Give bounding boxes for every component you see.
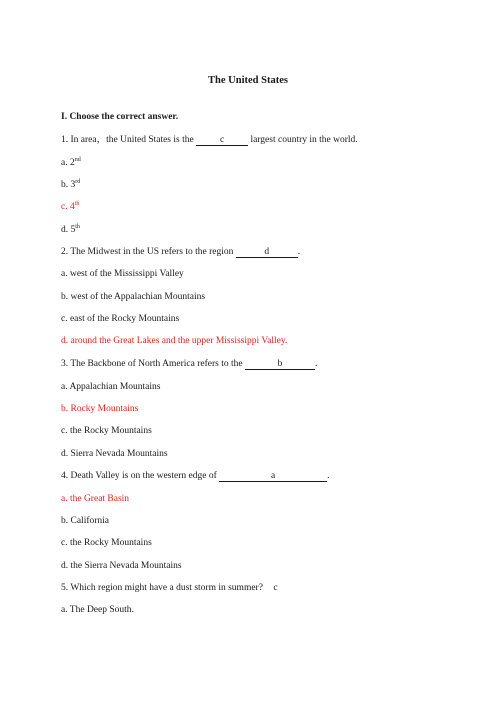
q5-option-a: a. The Deep South. xyxy=(61,605,134,615)
q3-option-a: a. Appalachian Mountains xyxy=(61,382,161,392)
question-4 xyxy=(61,470,330,482)
question-1-text: 1. In area，the United States is the xyxy=(61,135,194,145)
question-3 xyxy=(61,358,317,370)
question-3-text-end: . xyxy=(314,359,318,369)
question-4-answer: a xyxy=(219,471,327,482)
q2-option-c: c. east of the Rocky Mountains xyxy=(61,314,180,324)
q4-option-b: b. California xyxy=(61,516,110,526)
q2-option-a: a. west of the Mississippi Valley xyxy=(61,269,184,279)
question-3-text: 3. The Backbone of North America refers to the xyxy=(61,359,243,369)
question-4-text: 4. Death Valley is on the western edge of xyxy=(61,471,217,481)
question-2 xyxy=(61,246,300,258)
q1-option-b: b. 3rd xyxy=(61,179,81,190)
q4-option-c: c. the Rocky Mountains xyxy=(61,538,152,548)
q1-option-d: d. 5th xyxy=(61,224,80,235)
q2-option-b: b. west of the Appalachian Mountains xyxy=(61,292,206,302)
question-2-text: 2. The Midwest in the US refers to the region xyxy=(61,247,234,257)
q1-option-a: a. 2nd xyxy=(61,157,81,168)
question-1 xyxy=(61,134,358,146)
q1-option-c-correct: c. 4th xyxy=(61,201,80,212)
question-5 xyxy=(61,582,278,594)
question-1-text-end: largest country in the world. xyxy=(250,135,358,145)
question-2-text-end: . xyxy=(297,247,301,257)
question-4-text-end: . xyxy=(327,471,330,481)
q4-option-a-correct: a. the Great Basin xyxy=(61,494,130,504)
question-3-answer: b xyxy=(245,359,315,370)
question-5-text: 5. Which region might have a dust storm in summer? xyxy=(61,583,263,593)
q3-option-d: d. Sierra Nevada Mountains xyxy=(61,449,168,459)
q3-option-b-correct: b. Rocky Mountains xyxy=(61,404,139,414)
q2-option-d-correct: d. around the Great Lakes and the upper Mississippi Valley. xyxy=(61,336,288,346)
question-1-answer: c xyxy=(196,135,248,146)
question-2-answer: d xyxy=(236,247,298,258)
document-title: The United States xyxy=(208,75,288,86)
section-heading: I. Choose the correct answer. xyxy=(61,112,179,122)
question-5-answer: c xyxy=(273,583,278,593)
q4-option-d: d. the Sierra Nevada Mountains xyxy=(61,561,182,571)
q3-option-c: c. the Rocky Mountains xyxy=(61,426,152,436)
